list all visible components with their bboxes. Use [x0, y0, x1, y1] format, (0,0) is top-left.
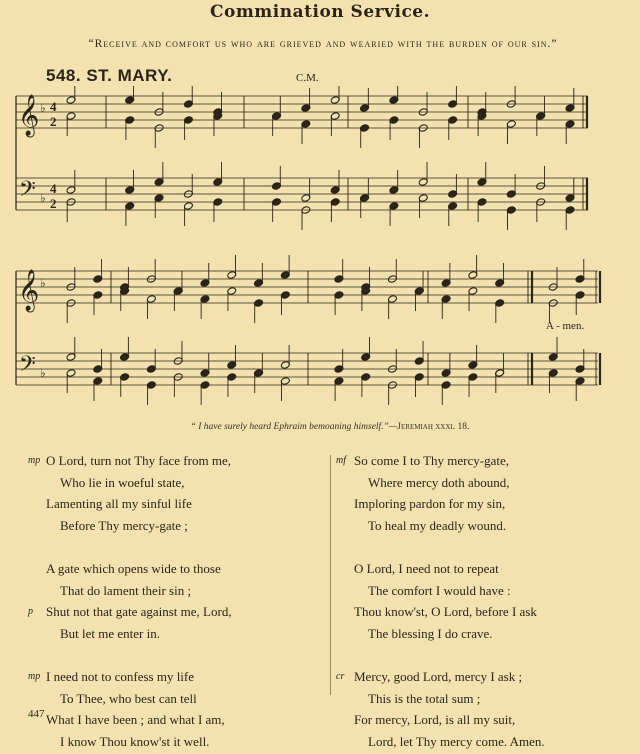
verse-text: What I have been ; and what I am, [46, 712, 225, 727]
verse-text: The comfort I would have : [368, 582, 511, 598]
time-sig: 4 [50, 181, 57, 196]
verse-line [30, 709, 320, 731]
bass-clef: 𝄢 [19, 177, 36, 207]
verse-line [338, 688, 628, 710]
verse-line [30, 688, 320, 710]
verse-text: For mercy, Lord, is all my suit, [354, 712, 516, 727]
verse-text: Imploring pardon for my sin, [354, 496, 506, 511]
dynamic-marking: mp [28, 455, 41, 466]
verse-line [30, 558, 320, 580]
verse-line [30, 731, 320, 753]
verse-text: To heal my deadly wound. [368, 517, 507, 533]
verse-line [30, 515, 320, 537]
verse-line [30, 623, 320, 645]
stanza [338, 450, 628, 536]
verse-text: Mercy, good Lord, mercy I ask ; [354, 669, 523, 684]
verses-right-column [338, 450, 628, 752]
verse-line [338, 666, 628, 688]
amen-lyric: A - men. [546, 320, 585, 332]
verse-line [338, 731, 628, 753]
flat-sign: ♭ [40, 101, 46, 115]
dynamic-marking: mp [28, 671, 41, 682]
verse-line [338, 472, 628, 494]
verse-line [338, 493, 628, 515]
tune-name: ST. MARY. [86, 66, 173, 85]
verse-line [30, 580, 320, 602]
score-svg [8, 86, 608, 416]
time-sig: 2 [50, 196, 57, 211]
stanza [30, 450, 320, 536]
page-header: Commination Service. [209, 2, 431, 22]
verse-line [30, 450, 320, 472]
stanza [338, 666, 628, 752]
verse-text: Thou know'st, O Lord, before I ask [354, 604, 537, 619]
verse-text: A gate which opens wide to those [46, 561, 221, 576]
verse-text: Who lie in woeful state, [60, 474, 185, 490]
scripture-quote [90, 422, 570, 432]
scripture-text: “ I have surely heard Ephraim bemoaning himself.”— [190, 422, 398, 432]
verse-line [338, 709, 628, 731]
flat-sign: ♭ [40, 191, 46, 205]
page-number: 447 [28, 708, 45, 720]
verse-line [338, 515, 628, 537]
scripture-reference: Jeremiah xxxi. 18. [397, 422, 470, 432]
verse-text: I need not to confess my life [46, 669, 195, 684]
treble-clef: 𝄞 [18, 270, 40, 311]
flat-sign: ♭ [40, 366, 46, 380]
verse-line [30, 601, 320, 623]
verse-line [338, 580, 628, 602]
verse-text: Lord, let Thy mercy come. Amen. [368, 733, 545, 749]
verse-text: So come I to Thy mercy-gate, [354, 453, 509, 468]
verse-line [30, 666, 320, 688]
verse-text: But let me enter in. [60, 625, 161, 641]
stanza [30, 558, 320, 644]
hymn-number: 548. [46, 66, 82, 85]
dynamic-marking: mf [336, 455, 346, 466]
verse-text: Shut not that gate against me, Lord, [46, 604, 232, 619]
verse-line [338, 558, 628, 580]
verse-line [338, 601, 628, 623]
dynamic-marking: cr [336, 671, 345, 682]
verse-text: O Lord, I need not to repeat [354, 561, 499, 576]
epigraph: “Receive and comfort us who are grieved and wearied with the burden of our sin.” [88, 38, 558, 50]
verse-text: This is the total sum ; [368, 690, 481, 706]
verse-line [30, 472, 320, 494]
column-divider [330, 455, 331, 695]
verse-line [30, 493, 320, 515]
verse-text: To Thee, who best can tell [60, 690, 197, 706]
verse-text: The blessing I do crave. [368, 625, 493, 641]
treble-clef: 𝄞 [18, 95, 40, 136]
bass-clef: 𝄢 [19, 352, 36, 382]
time-sig: 2 [50, 114, 57, 129]
verse-text: That do lament their sin ; [60, 582, 192, 598]
dynamic-marking: p [28, 606, 33, 617]
stanza [30, 666, 320, 752]
hymn-meter: C.M. [296, 72, 319, 84]
flat-sign: ♭ [40, 276, 46, 290]
stanza [338, 558, 628, 644]
verse-line [338, 623, 628, 645]
verse-text: Lamenting all my sinful life [46, 496, 192, 511]
hymn-number-tune [46, 66, 172, 86]
verse-text: Where mercy doth abound, [368, 474, 510, 490]
verse-text: Before Thy mercy-gate ; [60, 517, 188, 533]
verses-left-column [30, 450, 320, 752]
verse-line [338, 450, 628, 472]
music-score [8, 86, 608, 416]
verse-text: O Lord, turn not Thy face from me, [46, 453, 231, 468]
verse-text: I know Thou know'st it well. [60, 733, 210, 749]
time-sig: 4 [50, 99, 57, 114]
